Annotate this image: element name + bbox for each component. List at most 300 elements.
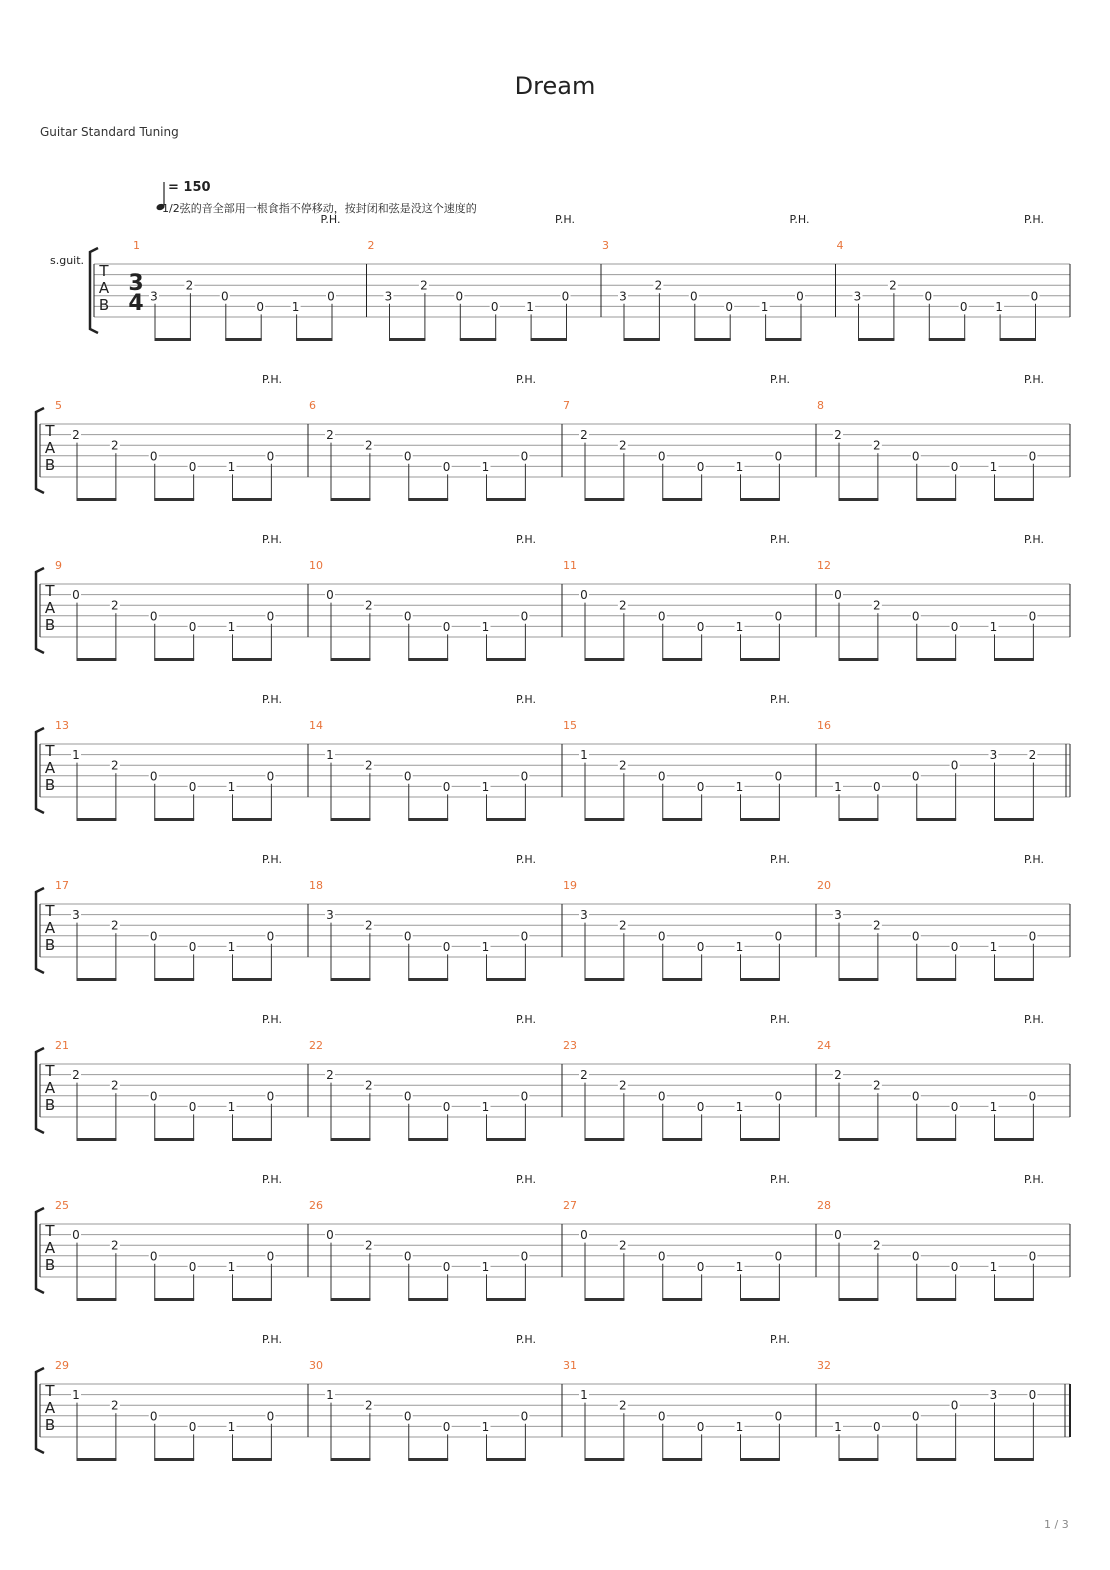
- tab-note: 0: [950, 619, 959, 634]
- tab-note: 1: [580, 748, 588, 763]
- tab-note: 0: [774, 929, 783, 944]
- palm-harmonic-mark: P.H.: [516, 853, 536, 866]
- bar-number: 6: [309, 399, 316, 412]
- tab-note: 0: [657, 929, 666, 944]
- beam: [994, 978, 1034, 981]
- tab-note: 0: [403, 1089, 412, 1104]
- tab-clef-letter: T: [45, 742, 55, 760]
- bar-number: 3: [602, 239, 609, 252]
- palm-harmonic-mark: P.H.: [770, 693, 790, 706]
- palm-harmonic-mark: P.H.: [1024, 1173, 1044, 1186]
- tab-clef-letter: A: [44, 599, 56, 617]
- tab-note: 1: [227, 779, 236, 794]
- bar-number: 16: [817, 719, 831, 732]
- beam: [662, 658, 702, 661]
- tab-note: 2: [1028, 748, 1037, 763]
- track-label: s.guit.: [50, 254, 85, 267]
- tab-note: 1: [989, 1099, 998, 1114]
- tab-note: 1: [735, 779, 744, 794]
- beam: [740, 658, 780, 661]
- bar-number: 32: [817, 1359, 831, 1372]
- tab-note: 2: [834, 1068, 842, 1083]
- beam: [408, 1138, 448, 1141]
- beam: [740, 1458, 780, 1461]
- tab-note: 0: [924, 289, 933, 304]
- tab-note: 0: [455, 289, 464, 304]
- beam: [994, 498, 1034, 501]
- tab-note: 2: [185, 278, 194, 293]
- tab-note: 2: [111, 1078, 119, 1093]
- palm-harmonic-mark: P.H.: [262, 1333, 282, 1346]
- tab-note: 0: [326, 588, 334, 603]
- tab-note: 2: [72, 428, 80, 443]
- tab-note: 0: [834, 588, 842, 603]
- tab-note: 0: [950, 758, 959, 773]
- tab-note: 3: [326, 908, 334, 923]
- palm-harmonic-mark: P.H.: [770, 853, 790, 866]
- beam: [486, 498, 526, 501]
- tab-note: 1: [580, 1388, 588, 1403]
- beam: [486, 658, 526, 661]
- palm-harmonic-mark: P.H.: [516, 1333, 536, 1346]
- bar-number: 5: [55, 399, 62, 412]
- tab-note: 0: [1028, 609, 1037, 624]
- beam: [585, 1458, 625, 1461]
- beam: [331, 498, 371, 501]
- beam: [331, 658, 371, 661]
- tab-note: 0: [950, 939, 959, 954]
- tab-note: 2: [365, 1078, 373, 1093]
- tab-note: 0: [657, 1409, 666, 1424]
- tab-note: 0: [657, 1089, 666, 1104]
- time-signature-numerator: 3: [128, 271, 144, 296]
- beam: [486, 1298, 526, 1301]
- beam: [858, 338, 894, 341]
- tab-note: 0: [403, 449, 412, 464]
- bar-number: 8: [817, 399, 824, 412]
- tuning-label: Guitar Standard Tuning: [40, 125, 179, 139]
- beam: [585, 1138, 625, 1141]
- beam: [232, 978, 272, 981]
- tab-note: 2: [111, 598, 119, 613]
- tab-note: 0: [149, 1409, 158, 1424]
- beam: [916, 498, 956, 501]
- tab-note: 0: [403, 1249, 412, 1264]
- beam: [994, 658, 1034, 661]
- beam: [740, 818, 780, 821]
- beam: [585, 498, 625, 501]
- beam: [585, 1298, 625, 1301]
- tab-note: 2: [619, 438, 627, 453]
- bar-number: 29: [55, 1359, 69, 1372]
- tab-clef-letter: A: [44, 1079, 56, 1097]
- time-signature-denominator: 4: [128, 291, 144, 316]
- beam: [839, 498, 879, 501]
- tab-note: 0: [696, 939, 705, 954]
- beam: [1000, 338, 1036, 341]
- beam: [77, 658, 117, 661]
- tab-note: 0: [950, 1099, 959, 1114]
- tab-note: 0: [266, 929, 275, 944]
- tab-note: 1: [735, 1259, 744, 1274]
- beam: [994, 1138, 1034, 1141]
- bar-number: 4: [836, 239, 844, 252]
- tab-note: 0: [774, 1409, 783, 1424]
- beam: [929, 338, 965, 341]
- tab-note: 2: [365, 438, 373, 453]
- tab-note: 3: [989, 748, 998, 763]
- bar-number: 11: [563, 559, 577, 572]
- tab-note: 1: [735, 939, 744, 954]
- tab-note: 3: [580, 908, 588, 923]
- tab-note: 0: [580, 1228, 588, 1243]
- performance-instruction: 1/2弦的音全部用一根食指不停移动，按封闭和弦是没这个速度的: [162, 202, 477, 215]
- palm-harmonic-mark: P.H.: [516, 1013, 536, 1026]
- tab-note: 0: [188, 939, 197, 954]
- tab-note: 0: [149, 929, 158, 944]
- tab-note: 0: [188, 779, 197, 794]
- beam: [154, 498, 194, 501]
- palm-harmonic-mark: P.H.: [1024, 853, 1044, 866]
- tab-note: 0: [188, 1419, 197, 1434]
- tab-clef-letter: B: [44, 1096, 56, 1114]
- tab-clef-letter: T: [45, 422, 55, 440]
- tab-note: 0: [188, 1259, 197, 1274]
- tab-note: 2: [619, 758, 627, 773]
- tab-note: 2: [326, 1068, 334, 1083]
- tab-clef-letter: A: [98, 279, 110, 297]
- tab-note: 0: [520, 449, 529, 464]
- tab-note: 0: [520, 1249, 529, 1264]
- tab-note: 0: [911, 609, 920, 624]
- beam: [232, 498, 272, 501]
- tab-note: 2: [619, 1078, 627, 1093]
- tab-note: 1: [989, 1259, 998, 1274]
- palm-harmonic-mark: P.H.: [320, 213, 341, 226]
- beam: [916, 658, 956, 661]
- beam: [154, 818, 194, 821]
- tab-note: 0: [490, 299, 499, 314]
- tab-clef-letter: A: [44, 1399, 56, 1417]
- beam: [839, 1138, 879, 1141]
- beam: [408, 658, 448, 661]
- tab-note: 2: [654, 278, 663, 293]
- tab-note: 1: [735, 619, 744, 634]
- tab-note: 0: [561, 289, 570, 304]
- tab-note: 0: [520, 609, 529, 624]
- tab-note: 0: [696, 1259, 705, 1274]
- tab-note: 0: [696, 1099, 705, 1114]
- bar-number: 30: [309, 1359, 323, 1372]
- tab-note: 1: [481, 619, 490, 634]
- bar-number: 12: [817, 559, 831, 572]
- beam: [531, 338, 567, 341]
- beam: [232, 1138, 272, 1141]
- tab-note: 2: [365, 1398, 373, 1413]
- tab-note: 1: [72, 748, 80, 763]
- beam: [77, 1298, 117, 1301]
- tab-note: 0: [442, 779, 451, 794]
- tab-note: 1: [526, 299, 534, 314]
- tab-note: 0: [220, 289, 229, 304]
- tab-note: 0: [442, 1419, 451, 1434]
- beam: [916, 1458, 956, 1461]
- tab-note: 0: [911, 1089, 920, 1104]
- beam: [486, 1458, 526, 1461]
- palm-harmonic-mark: P.H.: [516, 1173, 536, 1186]
- tab-note: 2: [365, 918, 373, 933]
- tab-note: 0: [774, 609, 783, 624]
- tab-note: 0: [188, 1099, 197, 1114]
- tab-note: 0: [442, 939, 451, 954]
- tab-note: 1: [227, 1259, 236, 1274]
- tab-note: 1: [481, 779, 490, 794]
- tab-note: 0: [774, 449, 783, 464]
- tab-note: 0: [1028, 929, 1037, 944]
- tab-note: 0: [149, 609, 158, 624]
- beam: [77, 1138, 117, 1141]
- beam: [662, 1298, 702, 1301]
- tab-clef-letter: B: [44, 936, 56, 954]
- palm-harmonic-mark: P.H.: [770, 1173, 790, 1186]
- beam: [916, 1298, 956, 1301]
- tab-note: 1: [735, 1099, 744, 1114]
- tab-note: 0: [911, 449, 920, 464]
- beam: [232, 818, 272, 821]
- tab-clef-letter: T: [45, 1062, 55, 1080]
- bar-number: 22: [309, 1039, 323, 1052]
- tab-note: 0: [657, 769, 666, 784]
- tab-note: 2: [619, 598, 627, 613]
- tab-clef-letter: B: [44, 1416, 56, 1434]
- beam: [232, 1458, 272, 1461]
- beam: [154, 978, 194, 981]
- tab-note: 0: [834, 1228, 842, 1243]
- bar-number: 31: [563, 1359, 577, 1372]
- beam: [408, 818, 448, 821]
- tab-note: 3: [989, 1388, 998, 1403]
- tab-note: 0: [911, 929, 920, 944]
- beam: [916, 1138, 956, 1141]
- tab-note: 0: [149, 1249, 158, 1264]
- tab-note: 1: [481, 1259, 490, 1274]
- tab-note: 0: [911, 1249, 920, 1264]
- tab-note: 0: [959, 299, 968, 314]
- tab-note: 0: [774, 1249, 783, 1264]
- tab-note: 0: [149, 449, 158, 464]
- tab-note: 0: [520, 929, 529, 944]
- tab-note: 0: [520, 769, 529, 784]
- tab-note: 0: [266, 1409, 275, 1424]
- tab-note: 2: [619, 1238, 627, 1253]
- palm-harmonic-mark: P.H.: [262, 373, 282, 386]
- tab-note: 0: [696, 1419, 705, 1434]
- beam: [486, 978, 526, 981]
- tab-note: 1: [834, 1419, 842, 1434]
- tab-note: 1: [227, 459, 236, 474]
- beam: [232, 658, 272, 661]
- beam: [994, 818, 1034, 821]
- palm-harmonic-mark: P.H.: [555, 213, 575, 226]
- tab-note: 0: [950, 1259, 959, 1274]
- tab-note: 0: [403, 769, 412, 784]
- tab-note: 1: [326, 1388, 334, 1403]
- tab-note: 2: [873, 598, 881, 613]
- tab-note: 0: [873, 1419, 881, 1434]
- beam: [662, 1138, 702, 1141]
- tab-note: 1: [989, 459, 998, 474]
- tab-note: 3: [72, 908, 80, 923]
- bar-number: 20: [817, 879, 831, 892]
- beam: [740, 978, 780, 981]
- tab-note: 2: [365, 758, 373, 773]
- beam: [585, 978, 625, 981]
- palm-harmonic-mark: P.H.: [262, 533, 282, 546]
- beam: [916, 818, 956, 821]
- beam: [77, 978, 117, 981]
- beam: [839, 658, 879, 661]
- tab-note: 0: [326, 1228, 334, 1243]
- tab-note: 1: [735, 459, 744, 474]
- tab-clef-letter: T: [45, 1382, 55, 1400]
- bar-number: 19: [563, 879, 577, 892]
- tab-note: 0: [403, 609, 412, 624]
- beam: [154, 1298, 194, 1301]
- tab-note: 0: [796, 289, 804, 304]
- tab-note: 1: [834, 779, 842, 794]
- beam: [740, 1298, 780, 1301]
- beam: [331, 978, 371, 981]
- tab-note: 1: [989, 619, 998, 634]
- palm-harmonic-mark: P.H.: [262, 693, 282, 706]
- tab-note: 2: [580, 428, 588, 443]
- tab-note: 0: [149, 1089, 158, 1104]
- bar-number: 25: [55, 1199, 69, 1212]
- beam: [486, 1138, 526, 1141]
- tab-note: 0: [188, 459, 197, 474]
- tab-note: 3: [619, 289, 627, 304]
- beam: [740, 1138, 780, 1141]
- tab-note: 1: [481, 1419, 490, 1434]
- beam: [585, 658, 625, 661]
- beam: [77, 498, 117, 501]
- palm-harmonic-mark: P.H.: [516, 373, 536, 386]
- tab-note: 2: [834, 428, 842, 443]
- tab-note: 2: [111, 438, 119, 453]
- tab-note: 0: [256, 299, 265, 314]
- bar-number: 26: [309, 1199, 323, 1212]
- beam: [694, 338, 730, 341]
- tab-note: 2: [326, 428, 334, 443]
- beam: [331, 1138, 371, 1141]
- tab-note: 2: [889, 278, 897, 293]
- tab-note: 1: [72, 1388, 80, 1403]
- bar-number: 2: [367, 239, 375, 252]
- beam: [77, 1458, 117, 1461]
- tab-note: 2: [365, 1238, 373, 1253]
- palm-harmonic-mark: P.H.: [770, 1013, 790, 1026]
- tab-note: 0: [1030, 289, 1039, 304]
- tab-note: 0: [657, 609, 666, 624]
- beam: [225, 338, 261, 341]
- tab-note: 0: [442, 1259, 451, 1274]
- tab-note: 0: [403, 1409, 412, 1424]
- bar-number: 10: [309, 559, 323, 572]
- tab-clef-letter: T: [45, 902, 55, 920]
- palm-harmonic-mark: P.H.: [1024, 1013, 1044, 1026]
- beam: [460, 338, 496, 341]
- page-number: 1 / 3: [1044, 1518, 1069, 1531]
- tab-clef-letter: T: [45, 1222, 55, 1240]
- tab-note: 1: [227, 1419, 236, 1434]
- beam: [154, 1458, 194, 1461]
- tab-note: 2: [72, 1068, 80, 1083]
- beam: [155, 338, 191, 341]
- palm-harmonic-mark: P.H.: [516, 533, 536, 546]
- bar-number: 1: [133, 239, 140, 252]
- tab-note: 2: [111, 1398, 119, 1413]
- beam: [408, 1458, 448, 1461]
- tab-note: 1: [995, 299, 1003, 314]
- tab-note: 0: [725, 299, 734, 314]
- tab-note: 0: [950, 459, 959, 474]
- tab-note: 1: [735, 1419, 744, 1434]
- beam: [296, 338, 332, 341]
- palm-harmonic-mark: P.H.: [262, 1173, 282, 1186]
- tab-note: 3: [150, 289, 158, 304]
- tab-clef-letter: B: [44, 456, 56, 474]
- beam: [408, 1298, 448, 1301]
- tab-note: 0: [696, 779, 705, 794]
- bar-number: 7: [563, 399, 570, 412]
- tab-note: 2: [873, 1078, 881, 1093]
- tab-note: 0: [520, 1409, 529, 1424]
- tab-note: 0: [327, 289, 335, 304]
- tab-clef-letter: A: [44, 1239, 56, 1257]
- beam: [839, 1298, 879, 1301]
- tab-note: 0: [149, 769, 158, 784]
- beam: [77, 818, 117, 821]
- beam: [154, 1138, 194, 1141]
- tab-note: 0: [442, 619, 451, 634]
- tab-note: 1: [227, 939, 236, 954]
- tab-note: 0: [911, 769, 920, 784]
- palm-harmonic-mark: P.H.: [1024, 373, 1044, 386]
- beam: [662, 978, 702, 981]
- bar-number: 21: [55, 1039, 69, 1052]
- beam: [389, 338, 425, 341]
- palm-harmonic-mark: P.H.: [789, 213, 810, 226]
- palm-harmonic-mark: P.H.: [770, 1333, 790, 1346]
- tab-note: 2: [873, 918, 881, 933]
- tab-clef-letter: B: [98, 296, 110, 314]
- tempo-marking: = 150: [168, 180, 211, 195]
- tab-clef-letter: T: [45, 582, 55, 600]
- tab-note: 0: [1028, 1089, 1037, 1104]
- tab-note: 2: [580, 1068, 588, 1083]
- tab-note: 0: [696, 619, 705, 634]
- tab-clef-letter: A: [44, 439, 56, 457]
- beam: [585, 818, 625, 821]
- song-title: Dream: [514, 72, 596, 100]
- palm-harmonic-mark: P.H.: [1024, 533, 1044, 546]
- tab-note: 0: [950, 1398, 959, 1413]
- bar-number: 23: [563, 1039, 577, 1052]
- tab-note: 1: [481, 1099, 490, 1114]
- tab-note: 0: [72, 1228, 80, 1243]
- beam: [331, 1298, 371, 1301]
- beam: [839, 978, 879, 981]
